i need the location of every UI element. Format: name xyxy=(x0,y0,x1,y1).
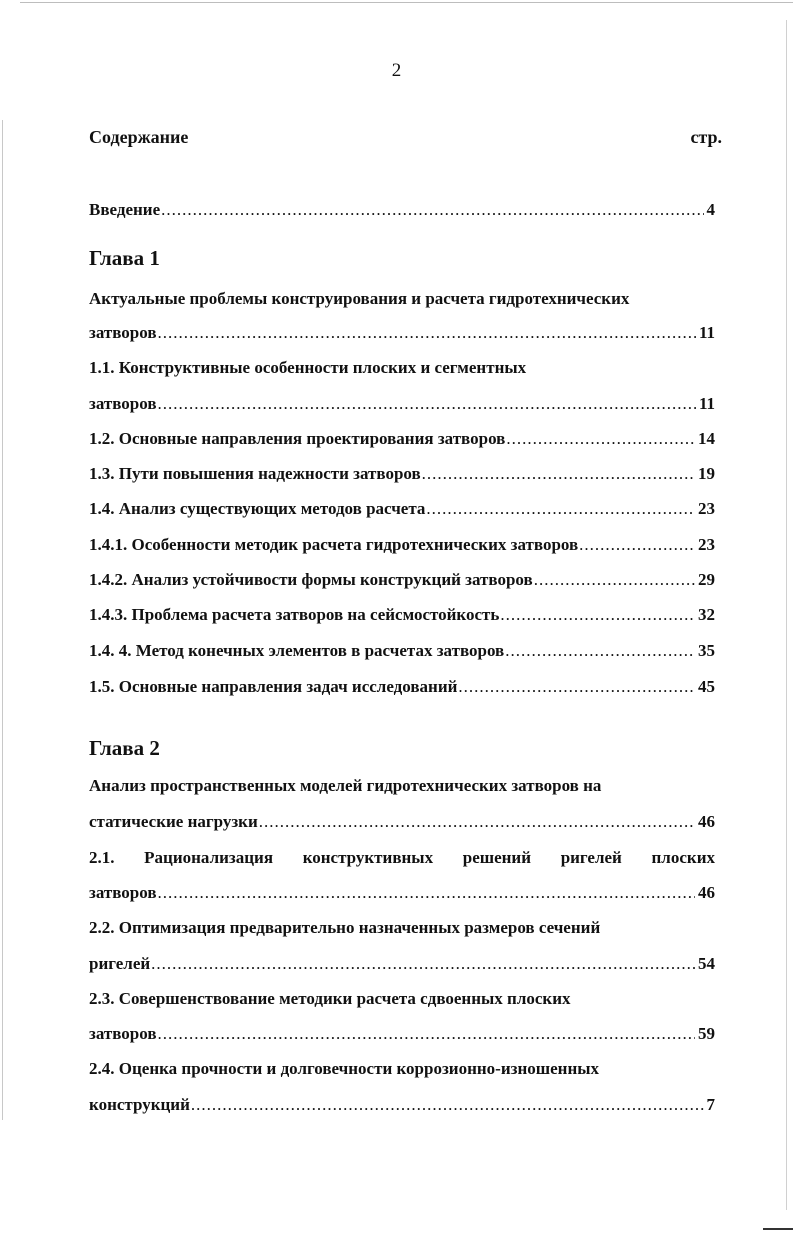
toc-entry-1-4-1[interactable] xyxy=(89,533,715,557)
leader-dots xyxy=(158,881,695,905)
leader-dots xyxy=(158,392,696,416)
toc-entry-1-4-3[interactable] xyxy=(89,603,715,627)
toc-entry-2-2-line1: 2.2. Оптимизация предварительно назначенных размеров сечений xyxy=(89,918,601,937)
toc-entry-page: 11 xyxy=(698,394,715,413)
leader-dots xyxy=(458,675,695,699)
leader-dots xyxy=(191,1093,704,1117)
leader-dots xyxy=(259,810,695,834)
toc-entry-title: затворов xyxy=(89,323,157,342)
toc-header xyxy=(89,127,722,151)
toc-entry-title: 1.3. Пути повышения надежности затворов xyxy=(89,464,421,483)
scan-edge-left xyxy=(2,120,3,1120)
toc-title: Содержание xyxy=(89,127,189,147)
chapter-1-title-line1: Актуальные проблемы конструирования и расчета гидротехнических xyxy=(89,289,630,308)
toc-entry-1-3[interactable] xyxy=(89,462,715,486)
toc-entry-2-1[interactable] xyxy=(89,881,715,905)
toc-entry-2-2[interactable] xyxy=(89,952,715,976)
title-word: ригелей xyxy=(560,848,622,867)
toc-entry-title: 1.4. Анализ существующих методов расчета xyxy=(89,499,426,518)
toc-entry-1-1-line1: 1.1. Конструктивные особенности плоских и сегментных xyxy=(89,358,527,377)
toc-entry-title: ригелей xyxy=(89,954,151,973)
toc-entry-2-1-line1 xyxy=(89,846,715,870)
toc-entry-page: 7 xyxy=(706,1095,715,1114)
chapter-1-heading: Глава 1 xyxy=(89,246,160,270)
leader-dots xyxy=(534,568,695,592)
leader-dots xyxy=(161,198,703,222)
title-word: конструктивных xyxy=(302,848,434,867)
toc-entry-title: 1.4.2. Анализ устойчивости формы конструкций затворов xyxy=(89,570,533,589)
toc-entry-title: 1.4. 4. Метод конечных элементов в расчетах затворов xyxy=(89,641,505,660)
toc-entry-title: затворов xyxy=(89,1024,157,1043)
toc-entry-2-3[interactable] xyxy=(89,1022,715,1046)
toc-entry-page: 45 xyxy=(698,677,715,696)
toc-entry-page: 59 xyxy=(698,1024,715,1043)
leader-dots xyxy=(422,462,695,486)
toc-entry-title: 1.5. Основные направления задач исследований xyxy=(89,677,458,696)
toc-entry-2-4-line1: 2.4. Оценка прочности и долговечности коррозионно-изношенных xyxy=(89,1059,600,1078)
toc-entry-page: 23 xyxy=(698,535,715,554)
toc-entry-title: 1.2. Основные направления проектирования затворов xyxy=(89,429,506,448)
leader-dots xyxy=(505,639,695,663)
title-word: решений xyxy=(462,848,532,867)
toc-entry-2-3-line1: 2.3. Совершенствование методики расчета сдвоенных плоских xyxy=(89,989,571,1008)
leader-dots xyxy=(506,427,695,451)
chapter-2-heading: Глава 2 xyxy=(89,736,160,760)
toc-entry-1-2[interactable] xyxy=(89,427,715,451)
leader-dots xyxy=(579,533,695,557)
toc-entry-1-4[interactable] xyxy=(89,497,715,521)
toc-entry-1-4-2[interactable] xyxy=(89,568,715,592)
toc-entry-1-4-4[interactable] xyxy=(89,639,715,663)
title-word: Рационализация xyxy=(144,848,274,867)
leader-dots xyxy=(426,497,695,521)
toc-entry-title: 1.4.1. Особенности методик расчета гидротехнических затворов xyxy=(89,535,579,554)
toc-entry-page: 29 xyxy=(698,570,715,589)
page-column-label: стр. xyxy=(690,127,722,147)
toc-entry-page: 19 xyxy=(698,464,715,483)
toc-entry-title: затворов xyxy=(89,883,157,902)
toc-entry-1-1[interactable] xyxy=(89,392,715,416)
chapter-2-title-line1: Анализ пространственных моделей гидротехнических затворов на xyxy=(89,776,602,795)
toc-entry-title: затворов xyxy=(89,394,157,413)
leader-dots xyxy=(500,603,695,627)
leader-dots xyxy=(158,321,696,345)
toc-entry-title: статические нагрузки xyxy=(89,812,258,831)
page-number: 2 xyxy=(391,60,402,81)
scan-corner-mark xyxy=(763,1228,793,1230)
toc-entry-page: 14 xyxy=(698,429,715,448)
toc-entry-page: 4 xyxy=(706,200,715,219)
leader-dots xyxy=(151,952,695,976)
scan-edge-top xyxy=(20,2,793,3)
toc-entry-intro[interactable] xyxy=(89,198,715,222)
toc-entry-page: 54 xyxy=(698,954,715,973)
leader-dots xyxy=(158,1022,695,1046)
toc-entry-page: 46 xyxy=(698,812,715,831)
toc-entry-chapter-2-title[interactable] xyxy=(89,810,715,834)
toc-entry-page: 35 xyxy=(698,641,715,660)
scan-edge-right xyxy=(786,20,787,1210)
title-word: плоских xyxy=(651,848,715,867)
toc-entry-page: 23 xyxy=(698,499,715,518)
toc-entry-title: конструкций xyxy=(89,1095,190,1114)
toc-entry-title: 1.4.3. Проблема расчета затворов на сейсмостойкость xyxy=(89,605,500,624)
toc-entry-title: Введение xyxy=(89,200,161,219)
toc-entry-chapter-1-title[interactable] xyxy=(89,321,715,345)
toc-entry-page: 46 xyxy=(698,883,715,902)
section-number: 2.1. xyxy=(89,848,115,867)
toc-entry-1-5[interactable] xyxy=(89,675,715,699)
toc-entry-2-4[interactable] xyxy=(89,1093,715,1117)
toc-entry-page: 11 xyxy=(698,323,715,342)
toc-entry-page: 32 xyxy=(698,605,715,624)
